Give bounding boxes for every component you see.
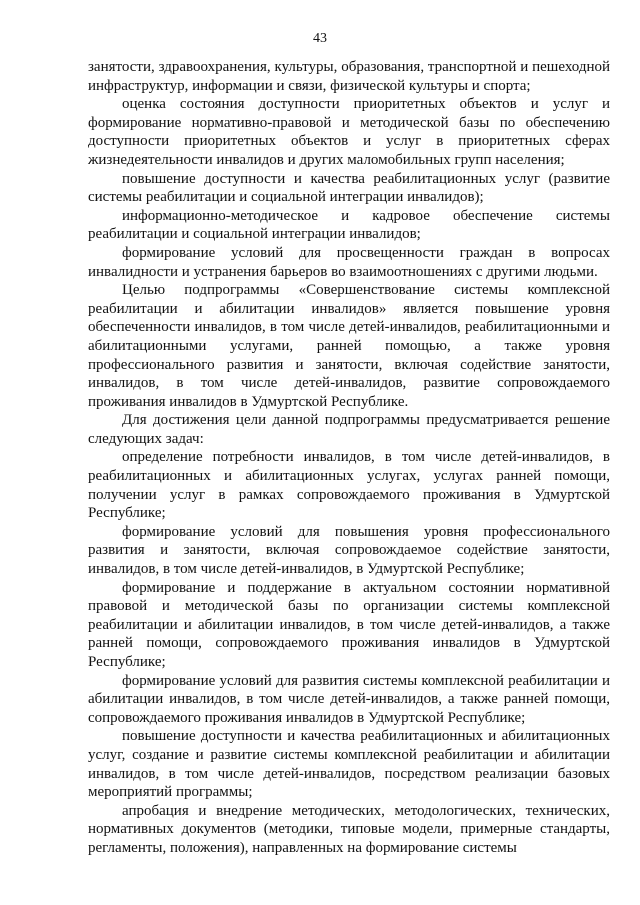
paragraph: определение потребности инвалидов, в том числе детей-инвалидов, в реабилитационных и абилитационных услугах, услугах ранней помощи, получении услуг в рамках сопровождаемого проживания в Удмуртской Республике; bbox=[88, 449, 610, 522]
paragraph: Для достижения цели данной подпрограммы предусматривается решение следующих задач: bbox=[88, 412, 610, 447]
paragraph: апробация и внедрение методических, методологических, технических, нормативных документов (методики, типовые модели, примерные стандарты, регламенты, положения), направленных на формирование системы bbox=[88, 802, 610, 856]
paragraph: формирование и поддержание в актуальном состоянии нормативной правовой и методической базы по организации системы комплексной реабилитации и абилитации инвалидов, в том числе детей-инвалидов, а также ранней помощи, сопровождаемого проживания инвалидов в Удмуртской Республике; bbox=[88, 579, 610, 670]
paragraph: информационно-методическое и кадровое обеспечение системы реабилитации и социальной интеграции инвалидов; bbox=[88, 207, 610, 243]
paragraph: формирование условий для повышения уровня профессионального развития и занятости, включая сопровождаемое содействие занятости, инвалидов, в том числе детей-инвалидов, в Удмуртской Республике; bbox=[88, 523, 610, 578]
paragraph: Целью подпрограммы «Совершенствование системы комплексной реабилитации и абилитации инвалидов» является повышение уровня обеспеченности инвалидов, в том числе детей-инвалидов, реабилитационными и абилитационными услугами, ранней помощью, а также уровня профессионального развития и занятости, включая содействие занятости, инвалидов, в том числе детей-инвалидов, развитие сопровождаемого проживания инвалидов в Удмуртской Республике. bbox=[88, 282, 610, 410]
page-number: 43 bbox=[313, 31, 327, 46]
paragraph: оценка состояния доступности приоритетных объектов и услуг и формирование нормативно-правовой и методической базы по обеспечению доступности приоритетных объектов и услуг в приоритетных сферах жизнедеятельности инвалидов и других маломобильных групп населения; bbox=[88, 96, 610, 168]
paragraph-continued: занятости, здравоохранения, культуры, образования, транспортной и пешеходной инфраструктур, информации и связи, физической культуры и спорта; bbox=[88, 59, 610, 94]
paragraph: повышение доступности и качества реабилитационных услуг (развитие системы реабилитации и социальной интеграции инвалидов); bbox=[88, 170, 610, 206]
paragraph: формирование условий для просвещенности граждан в вопросах инвалидности и устранения барьеров во взаимоотношениях с другими людьми. bbox=[88, 244, 610, 280]
paragraph: формирование условий для развития системы комплексной реабилитации и абилитации инвалидов, в том числе детей-инвалидов, а также ранней помощи, сопровождаемого проживания инвалидов в Удмуртской Республике; bbox=[88, 672, 610, 726]
paragraph: повышение доступности и качества реабилитационных и абилитационных услуг, создание и развитие системы комплексной реабилитации и абилитации инвалидов, в том числе детей-инвалидов, посредством реализации базовых мероприятий программы; bbox=[88, 728, 610, 801]
document-body bbox=[88, 58, 610, 858]
